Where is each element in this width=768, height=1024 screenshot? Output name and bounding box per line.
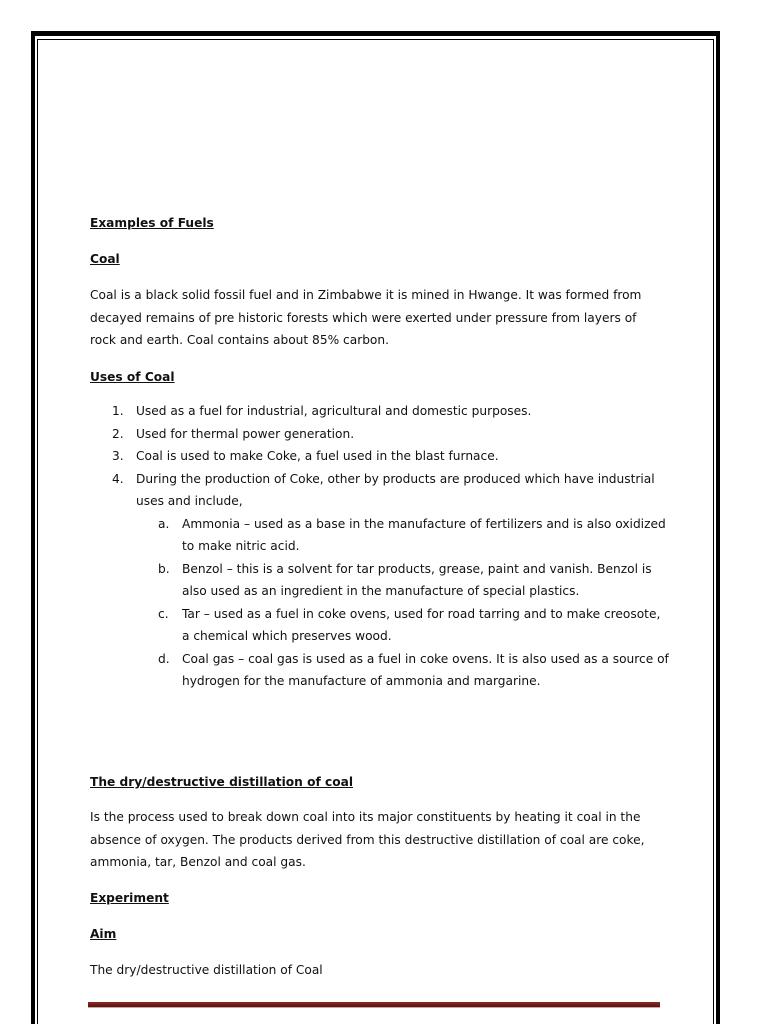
sub-list-item <box>136 648 670 693</box>
list-item <box>90 400 670 423</box>
list-item-text: Used as a fuel for industrial, agricultural and domestic purposes. <box>136 404 532 418</box>
list-item-text: During the production of Coke, other by products are produced which have industrial uses and include, <box>136 471 655 508</box>
sub-list-item-text: Ammonia – used as a base in the manufacture of fertilizers and is also oxidized to make nitric acid. <box>182 516 666 553</box>
list-letter: c. <box>158 606 169 621</box>
list-letter: a. <box>158 516 170 531</box>
aim-text: The dry/destructive distillation of Coal <box>90 963 323 977</box>
uses-of-coal-heading: Uses of Coal <box>90 370 175 384</box>
list-letter: d. <box>158 651 170 666</box>
list-number: 1. <box>112 404 124 418</box>
list-item <box>90 423 670 446</box>
list-item-text: Used for thermal power generation. <box>136 426 355 441</box>
sub-list-item <box>136 603 670 648</box>
sub-list-item <box>136 513 670 558</box>
footer-rule <box>88 1002 660 1008</box>
sub-list-item <box>136 558 670 603</box>
dry-distillation-paragraph: Is the process used to break down coal into its major constituents by heating it coal in the absence of oxygen. The products derived from this destructive distillation of coal are coke, ammonia, tar, Benzol and coal gas. <box>90 810 645 869</box>
list-number: 3. <box>112 449 124 463</box>
sub-list-item-text: Benzol – this is a solvent for tar products, grease, paint and vanish. Benzol is also used as an ingredient in the manufacture of special plastics. <box>182 561 652 598</box>
list-number: 2. <box>112 426 124 441</box>
list-letter: b. <box>158 561 170 576</box>
byproducts-list <box>136 513 670 693</box>
dry-distillation-heading: The dry/destructive distillation of coal <box>90 775 354 789</box>
aim-heading: Aim <box>90 927 117 941</box>
sub-list-item-text: Tar – used as a fuel in coke ovens, used for road tarring and to make creosote, a chemical which preserves wood. <box>182 606 661 643</box>
list-item-text: Coal is used to make Coke, a fuel used in the blast furnace. <box>136 449 499 463</box>
uses-list <box>90 400 670 693</box>
coal-heading: Coal <box>90 252 120 266</box>
examples-of-fuels-heading: Examples of Fuels <box>90 216 214 230</box>
experiment-heading: Experiment <box>90 891 169 905</box>
list-item <box>90 445 670 468</box>
list-number: 4. <box>112 471 124 486</box>
list-item <box>90 468 670 693</box>
sub-list-item-text: Coal gas – coal gas is used as a fuel in coke ovens. It is also used as a source of hydrogen for the manufacture of ammonia and margarine. <box>182 651 669 688</box>
coal-paragraph: Coal is a black solid fossil fuel and in Zimbabwe it is mined in Hwange. It was formed from decayed remains of pre historic forests which were exerted under pressure from layers of rock and earth. Coal contains about 85% carbon. <box>90 288 642 347</box>
